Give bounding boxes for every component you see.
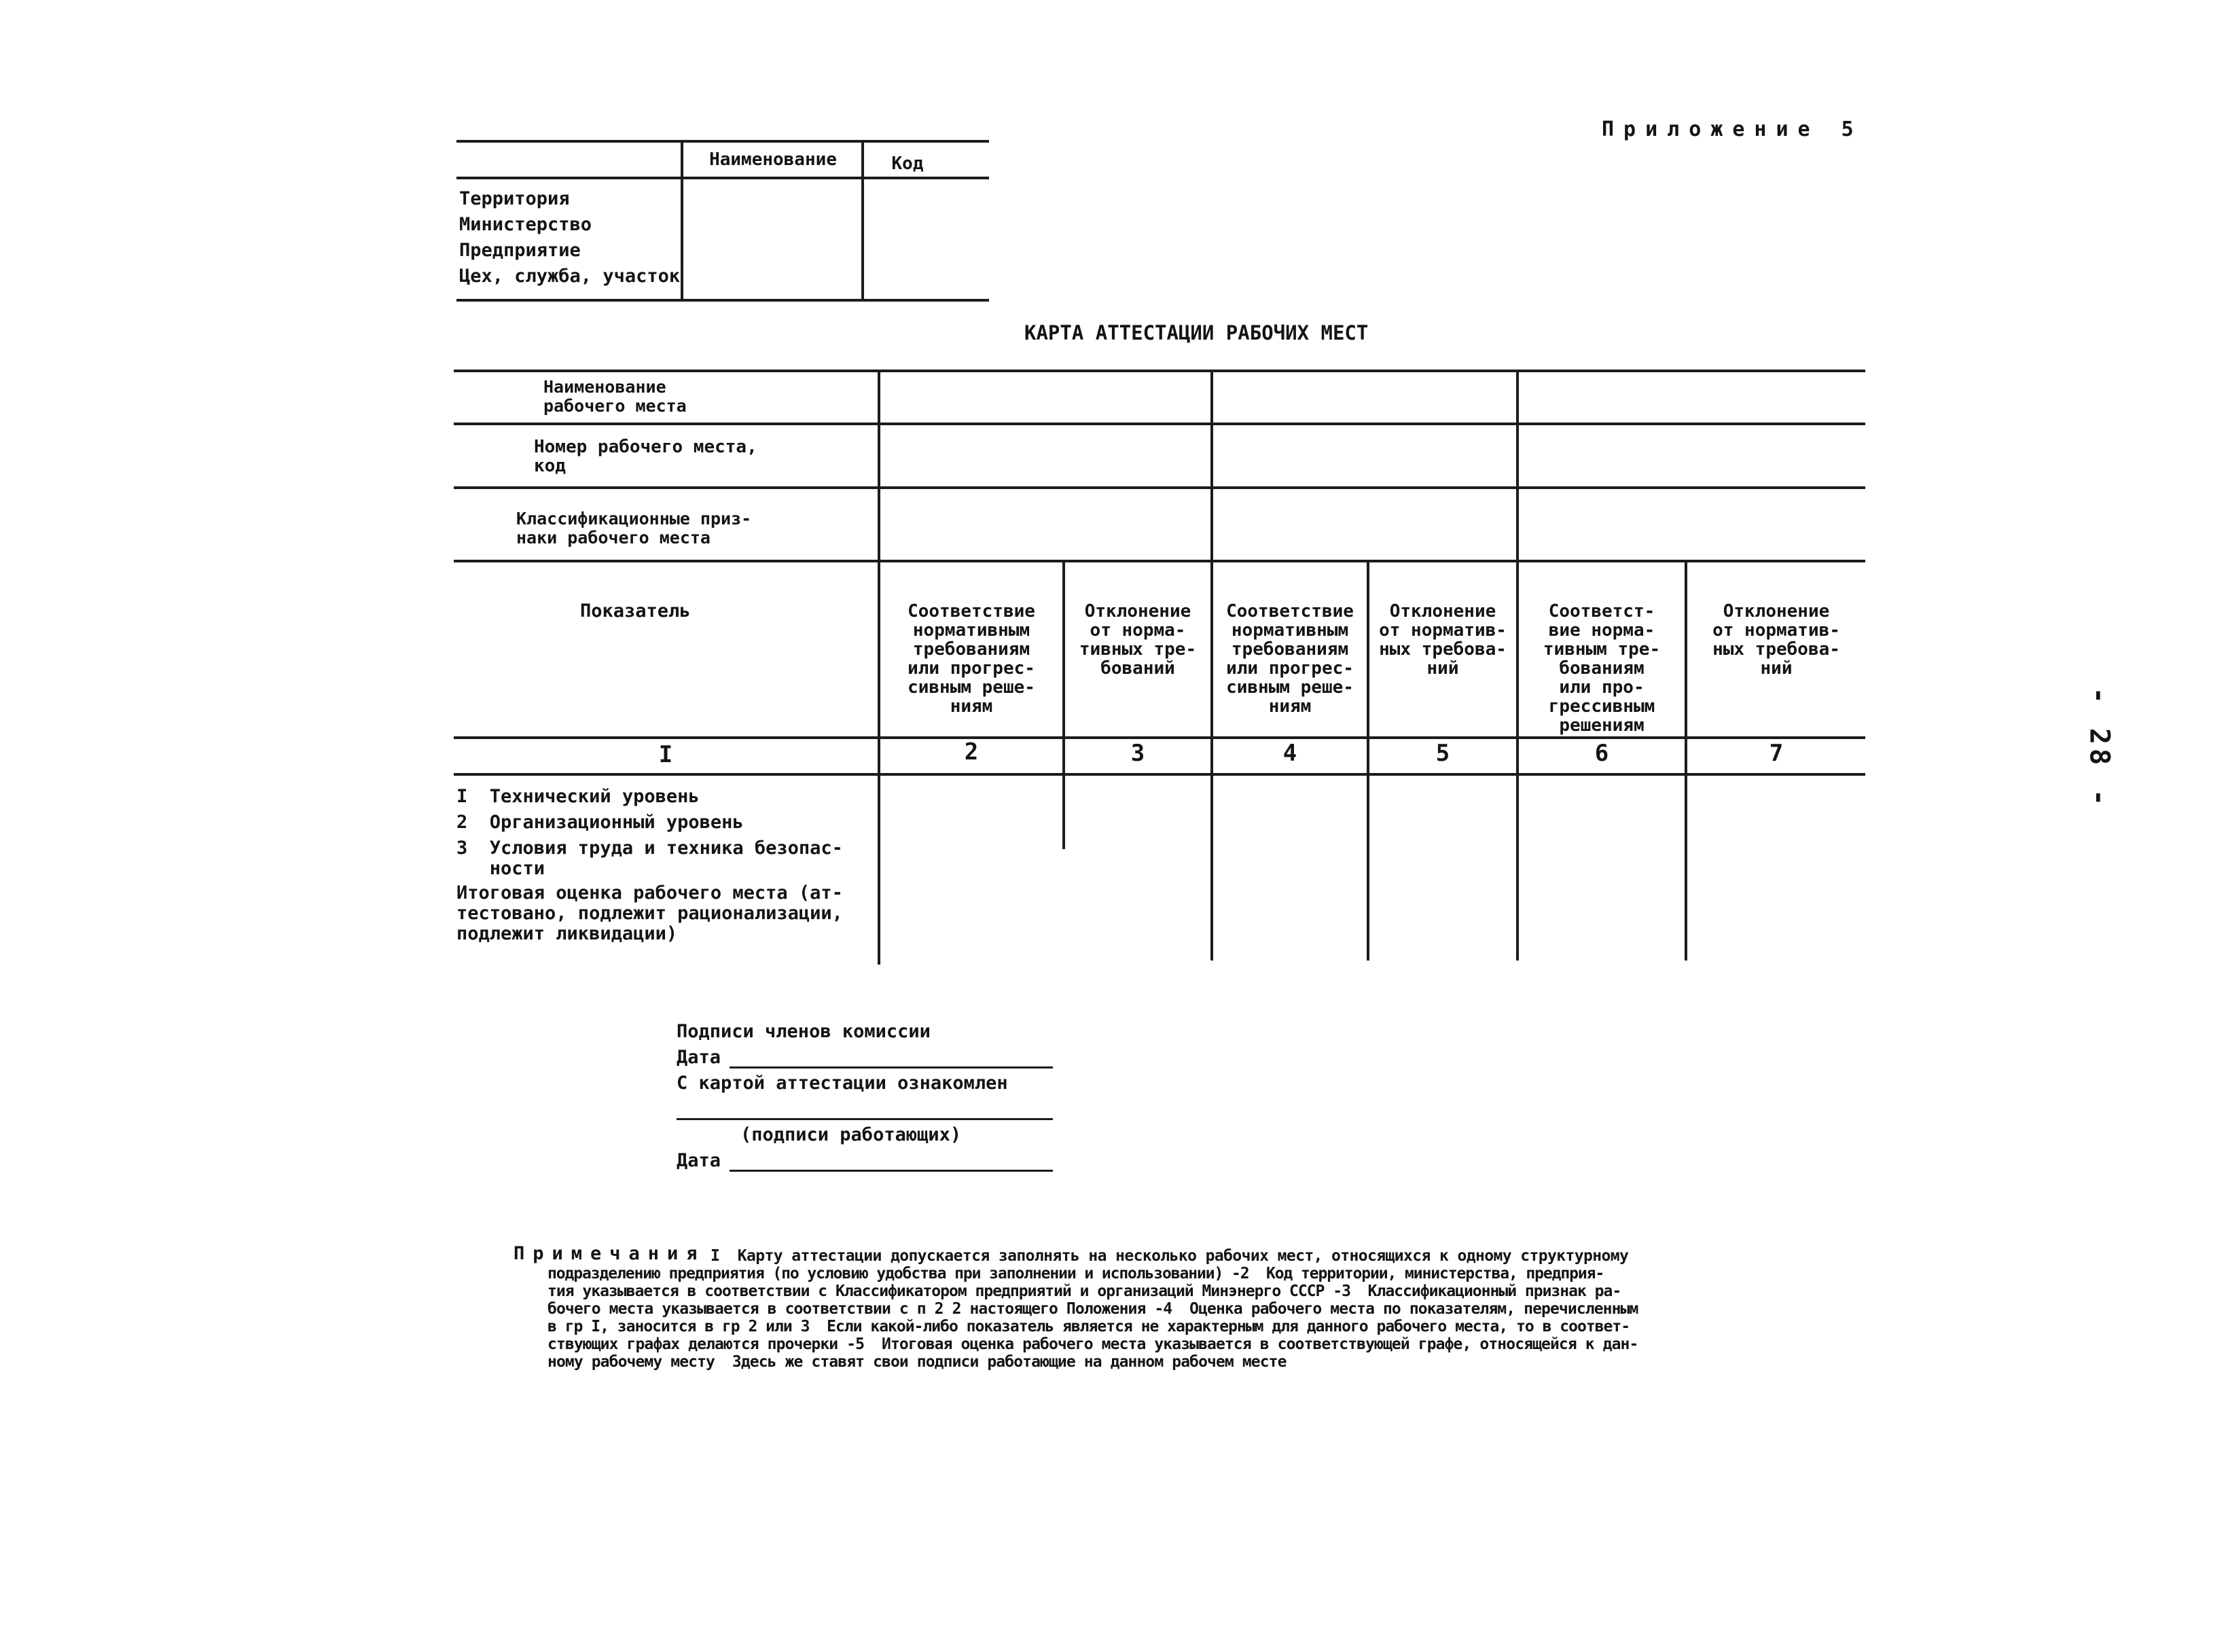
date-label-1: Дата (677, 1047, 721, 1068)
indicator-final-assessment: Итоговая оценка рабочего места (ат- тестовано, подлежит рационализации, подлежит ликвидации) (456, 882, 843, 944)
page-number: - 28 - (2083, 687, 2115, 810)
col-number-7: 7 (1769, 740, 1784, 767)
col-number-5: 5 (1435, 740, 1450, 767)
indicator-organizational: 2 Организационный уровень (456, 812, 744, 833)
notes-line-7: ному рабочему месту Здесь же ставят свои подписи работающие на данном рабочем месте (547, 1353, 1287, 1371)
col-number-2: 2 (964, 738, 979, 766)
col-number-6: 6 (1594, 740, 1609, 767)
notes-label: Примечания (514, 1243, 706, 1264)
card-title: КАРТА АТТЕСТАЦИИ РАБОЧИХ МЕСТ (1024, 321, 1369, 344)
date-label-2: Дата (677, 1150, 721, 1171)
row-workplace-name: Наименование рабочего места (543, 377, 687, 416)
org-row-workshop: Цех, служба, участок (459, 266, 681, 287)
org-row-ministry: Министерство (459, 214, 592, 235)
acquainted-label: С картой аттестации ознакомлен (677, 1073, 1008, 1094)
notes-line-4: бочего места указывается в соответствии с п 2 2 настоящего Положения -4 Оценка рабочего места по показателям, перечисленным (547, 1300, 1638, 1318)
org-col-code-header: Код (891, 154, 924, 174)
org-col-name-header: Наименование (709, 149, 837, 170)
workers-signature-line (677, 1118, 1053, 1120)
workers-signatures-caption: (подписи работающих) (740, 1124, 962, 1145)
notes-line-6: ствующих графах делаются прочерки -5 Итоговая оценка рабочего места указывается в соответствующей графе, относящейся к дан- (547, 1335, 1638, 1353)
indicator-technical: I Технический уровень (456, 786, 700, 807)
org-row-territory: Территория (459, 188, 570, 209)
notes-line-2: подразделению предприятия (по условию удобства при заполнении и использовании) -2 Код территории, министерства, предприя- (547, 1265, 1604, 1282)
col-header-4: Соответствие нормативным требованиям или прогрес- сивным реше- ниям (1226, 601, 1354, 717)
notes-line-1: I Карту аттестации допускается заполнять на несколько рабочих мест, относящихся к одному структурному (711, 1247, 1629, 1265)
org-row-enterprise: Предприятие (459, 240, 581, 261)
date-line-1 (730, 1066, 1053, 1069)
col-header-7: Отклонение от норматив- ных требова- ний (1712, 601, 1840, 679)
col-header-2: Соответствие нормативным требованиям или прогрес- сивным реше- ниям (908, 601, 1035, 717)
row-classification: Классификационные приз- наки рабочего места (516, 509, 752, 547)
indicator-header: Показатель (580, 600, 691, 622)
col-number-1: I (658, 741, 673, 768)
row-workplace-number: Номер рабочего места, код (534, 437, 757, 476)
appendix-label: Приложение 5 (1602, 118, 1863, 141)
col-header-3: Отклонение от норма- тивных тре- бований (1079, 601, 1197, 679)
col-header-5: Отклонение от норматив- ных требова- ний (1379, 601, 1507, 679)
commission-signatures-label: Подписи членов комиссии (677, 1021, 931, 1042)
col-header-6: Соответст- вие норма- тивным тре- бованиям или про- грессивным решениям (1543, 601, 1661, 736)
indicator-labor-safety: 3 Условия труда и техника безопас- ности (456, 838, 843, 879)
col-number-3: 3 (1130, 740, 1145, 767)
col-number-4: 4 (1282, 740, 1297, 767)
notes-line-3: тия указывается в соответствии с Классификатором предприятий и организаций Минэнерго СССР -3 Классификационный признак ра- (547, 1282, 1621, 1300)
date-line-2 (730, 1170, 1053, 1172)
notes-line-5: в гр I, заносится в гр 2 или 3 Если какой-либо показатель является не характерным для данного рабочего места, то в соответ- (547, 1318, 1630, 1335)
